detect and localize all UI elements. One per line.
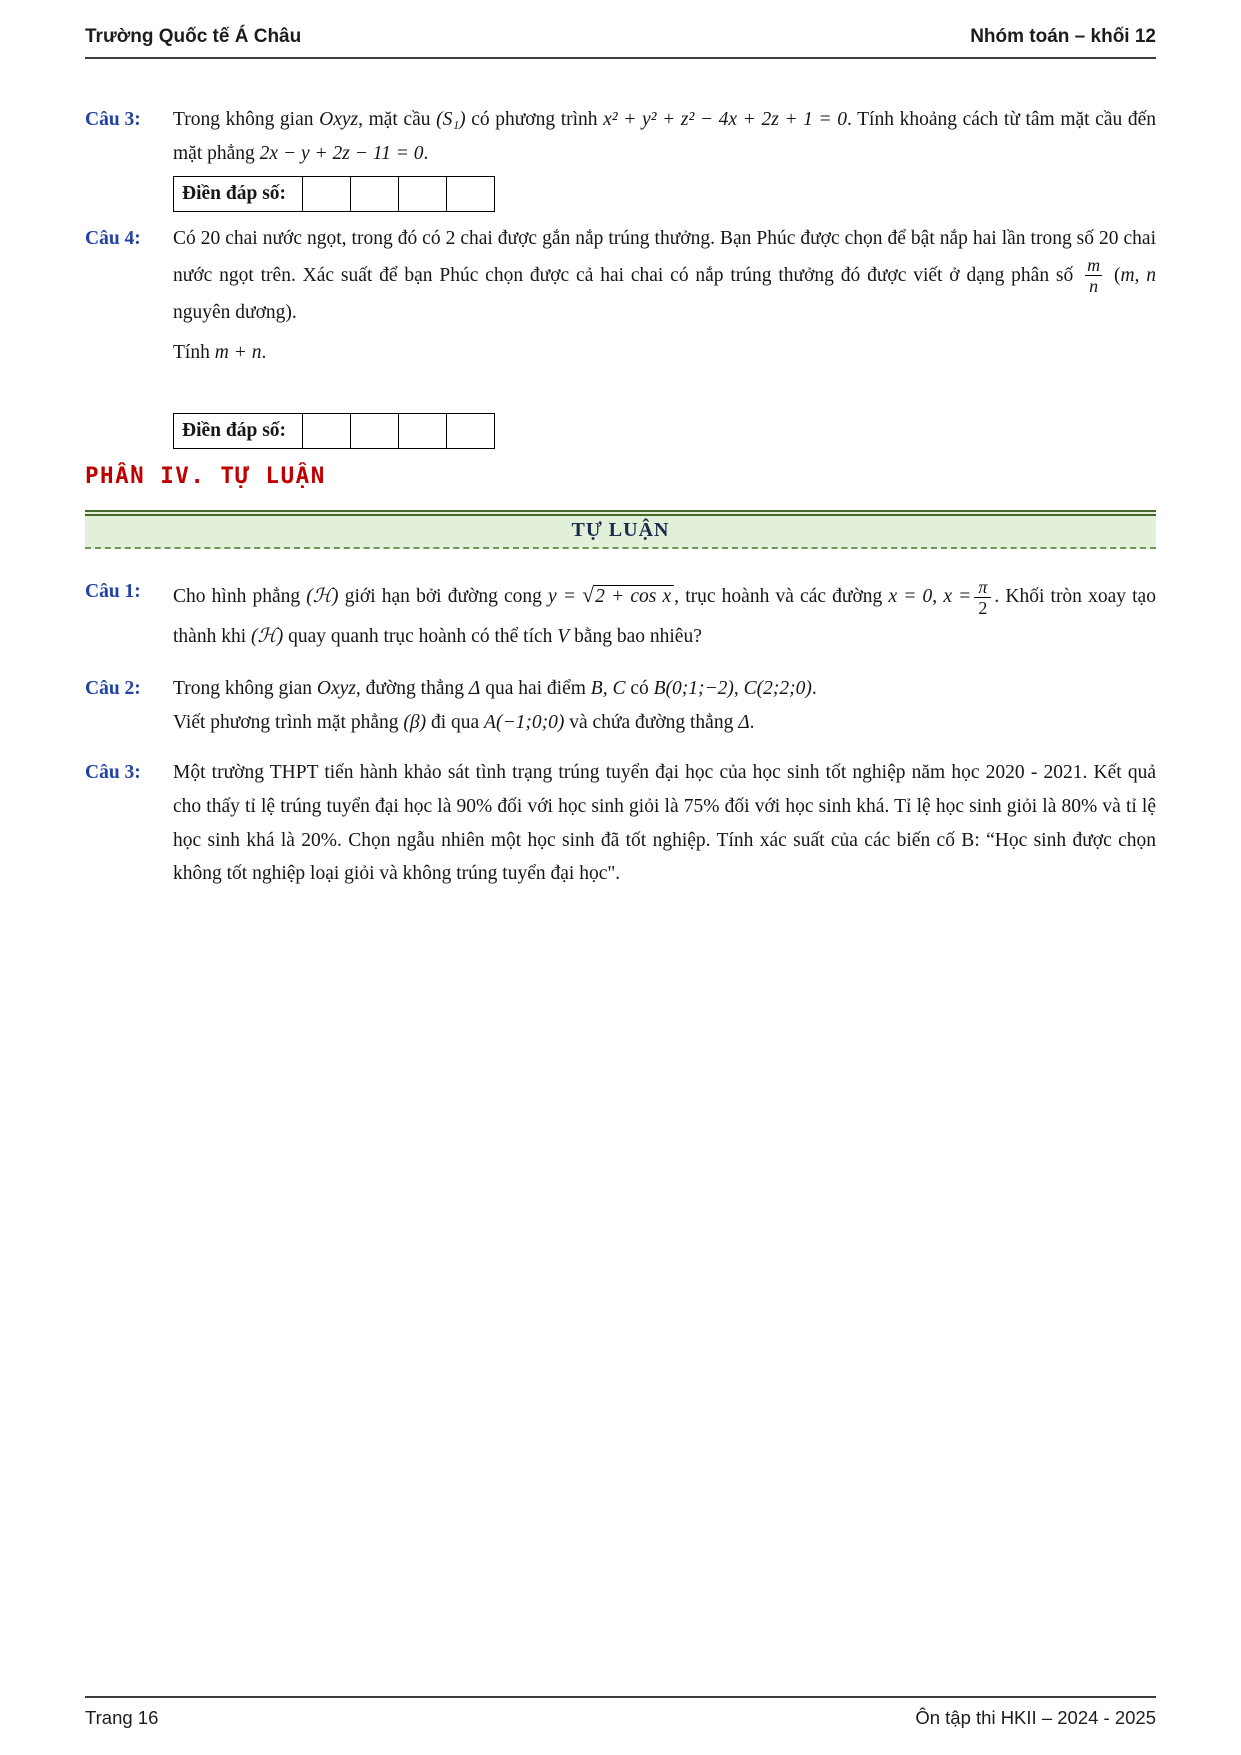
- question-label: Câu 1:: [85, 581, 141, 603]
- question-body: [173, 756, 1156, 890]
- question-text: [173, 336, 1156, 370]
- text-run: Trong không gian: [173, 678, 317, 700]
- text-run: .: [261, 341, 267, 363]
- question-part3-cau3: [85, 103, 1156, 212]
- answer-cell[interactable]: [398, 414, 446, 448]
- text-run: Viết phương trình mặt phẳng: [173, 711, 404, 733]
- answer-cell[interactable]: [446, 177, 494, 211]
- math-run: x = 0, x =: [888, 586, 972, 608]
- text-run: Cho hình phẳng: [173, 586, 307, 608]
- answer-cell[interactable]: [446, 414, 494, 448]
- radical-sign: √: [582, 583, 595, 608]
- fraction-numerator: m: [1087, 254, 1101, 275]
- math-run: x² + y² + z² − 4x + 2z + 1 = 0: [603, 109, 848, 130]
- answer-cell[interactable]: [302, 177, 350, 211]
- text-run: ,: [733, 678, 744, 700]
- answer-cell[interactable]: [350, 414, 398, 448]
- question-text: [173, 672, 1156, 706]
- section-heading-part4: PHẦN IV. TỰ LUẬN: [85, 463, 326, 490]
- text-run: có phương trình: [465, 109, 604, 130]
- text-run: .: [811, 678, 817, 700]
- header-group-label: Nhóm toán – khối 12: [970, 26, 1156, 47]
- page-header: [85, 26, 1156, 59]
- text-run: . Tính khoảng cách từ tâm mặt cầu đến mặt phẳng: [173, 109, 1156, 164]
- math-run: Oxyz: [319, 109, 359, 130]
- text-run: Tính: [173, 341, 215, 363]
- math-run: y =: [548, 586, 583, 608]
- text-run: có: [625, 678, 654, 700]
- section-banner-tu-luan: TỰ LUẬN: [85, 510, 1156, 549]
- math-run: Oxyz: [316, 678, 356, 700]
- text-run: (: [1107, 264, 1121, 286]
- math-run: A(−1;0;0): [484, 711, 565, 733]
- question-body: [173, 222, 1156, 449]
- math-run: m, n: [1120, 264, 1156, 286]
- answer-box: [173, 413, 495, 449]
- math-run: B, C: [590, 678, 626, 700]
- text-run: .: [423, 142, 429, 164]
- exam-content: [85, 103, 1156, 908]
- fraction-numerator: π: [978, 576, 988, 597]
- radicand: 2 + cos x: [594, 585, 674, 607]
- math-run: 2x − y + 2z − 11 = 0: [259, 142, 424, 164]
- footer-exam-label: Ôn tập thi HKII – 2024 - 2025: [915, 1707, 1156, 1728]
- text-run: Trong không gian: [173, 109, 320, 130]
- math-run: V: [557, 626, 570, 648]
- question-text: [173, 222, 1156, 330]
- question-body: [173, 672, 1156, 739]
- answer-cell[interactable]: [350, 177, 398, 211]
- text-run: , mặt cầu: [358, 109, 437, 130]
- question-body: [173, 103, 1156, 212]
- text-run: .: [749, 711, 755, 733]
- math-run: Δ: [468, 678, 481, 700]
- text-run: giới hạn bởi đường cong: [338, 586, 549, 608]
- question-label: Câu 2:: [85, 678, 141, 700]
- question-part4-cau2: [85, 672, 1156, 739]
- fraction: [1083, 256, 1104, 297]
- school-name: Trường Quốc tế Á Châu: [85, 26, 302, 47]
- question-text: [173, 706, 1156, 740]
- question-part4-cau1: [85, 575, 1156, 655]
- text-run: Có 20 chai nước ngọt, trong đó có 2 chai được gắn nắp trúng thưởng. Bạn Phúc được chọn để bật nắp hai lần trong số 20 chai nước ngọt trên. Xác suất để bạn Phúc chọn được cả hai chai có nắp trúng thưởng đó được viết ở dạng phân số: [173, 228, 1156, 286]
- math-run: C(2;2;0): [743, 678, 812, 700]
- text-run: Một trường THPT tiến hành khảo sát tình trạng trúng tuyển đại học của học sinh tốt nghiệp năm học 2020 - 2021. Kết quả cho thấy tỉ lệ trúng tuyển đại học là 90% đối với học sinh giỏi là 75% đối với học sinh khá. Tỉ lệ học sinh giỏi là 80% và tỉ lệ học sinh khá là 20%. Chọn ngẫu nhiên một học sinh đã tốt nghiệp. Tính xác suất của các biến cố B: “Học sinh được chọn không tốt nghiệp loại giỏi và không trúng tuyển đại học".: [173, 762, 1156, 885]
- page-footer: [85, 1696, 1156, 1729]
- question-part3-cau4: [85, 222, 1156, 449]
- answer-cell[interactable]: [398, 177, 446, 211]
- question-text: [173, 756, 1156, 890]
- text-run: bằng bao nhiêu?: [569, 626, 702, 648]
- text-run: và chứa đường thẳng: [564, 711, 739, 733]
- text-run: quay quanh trục hoành có thể tích: [283, 626, 558, 648]
- math-run: Δ: [738, 711, 750, 733]
- answer-cell[interactable]: [302, 414, 350, 448]
- question-label: Câu 3:: [85, 109, 141, 130]
- answer-box-label: Điền đáp số:: [182, 183, 287, 205]
- answer-box: [173, 176, 495, 212]
- question-text: [173, 575, 1156, 655]
- text-run: qua hai điểm: [480, 678, 591, 700]
- text-run: . Khối tròn xoay tạo thành khi: [173, 586, 1156, 648]
- text-run: nguyên dương).: [173, 302, 297, 324]
- math-run: (ℋ): [251, 626, 284, 648]
- answer-box-label: Điền đáp số:: [182, 420, 287, 442]
- math-run: B(0;1;−2): [653, 678, 734, 700]
- text-run: , đường thẳng: [355, 678, 469, 700]
- question-label: Câu 3:: [85, 762, 141, 784]
- fraction-denominator: 2: [974, 597, 991, 618]
- math-run: m + n: [214, 341, 262, 363]
- math-run: (β): [403, 711, 427, 733]
- square-root: [582, 583, 674, 608]
- math-run: (ℋ): [306, 586, 339, 608]
- fraction-denominator: n: [1085, 275, 1102, 296]
- question-part4-cau3: [85, 756, 1156, 890]
- math-run: (S₁): [436, 109, 466, 130]
- page-number: Trang 16: [85, 1707, 159, 1728]
- question-label: Câu 4:: [85, 228, 141, 250]
- question-body: [173, 575, 1156, 655]
- text-run: đi qua: [426, 711, 485, 733]
- question-text: [173, 103, 1156, 170]
- text-run: , trục hoành và các đường: [674, 586, 889, 608]
- fraction: [974, 578, 991, 619]
